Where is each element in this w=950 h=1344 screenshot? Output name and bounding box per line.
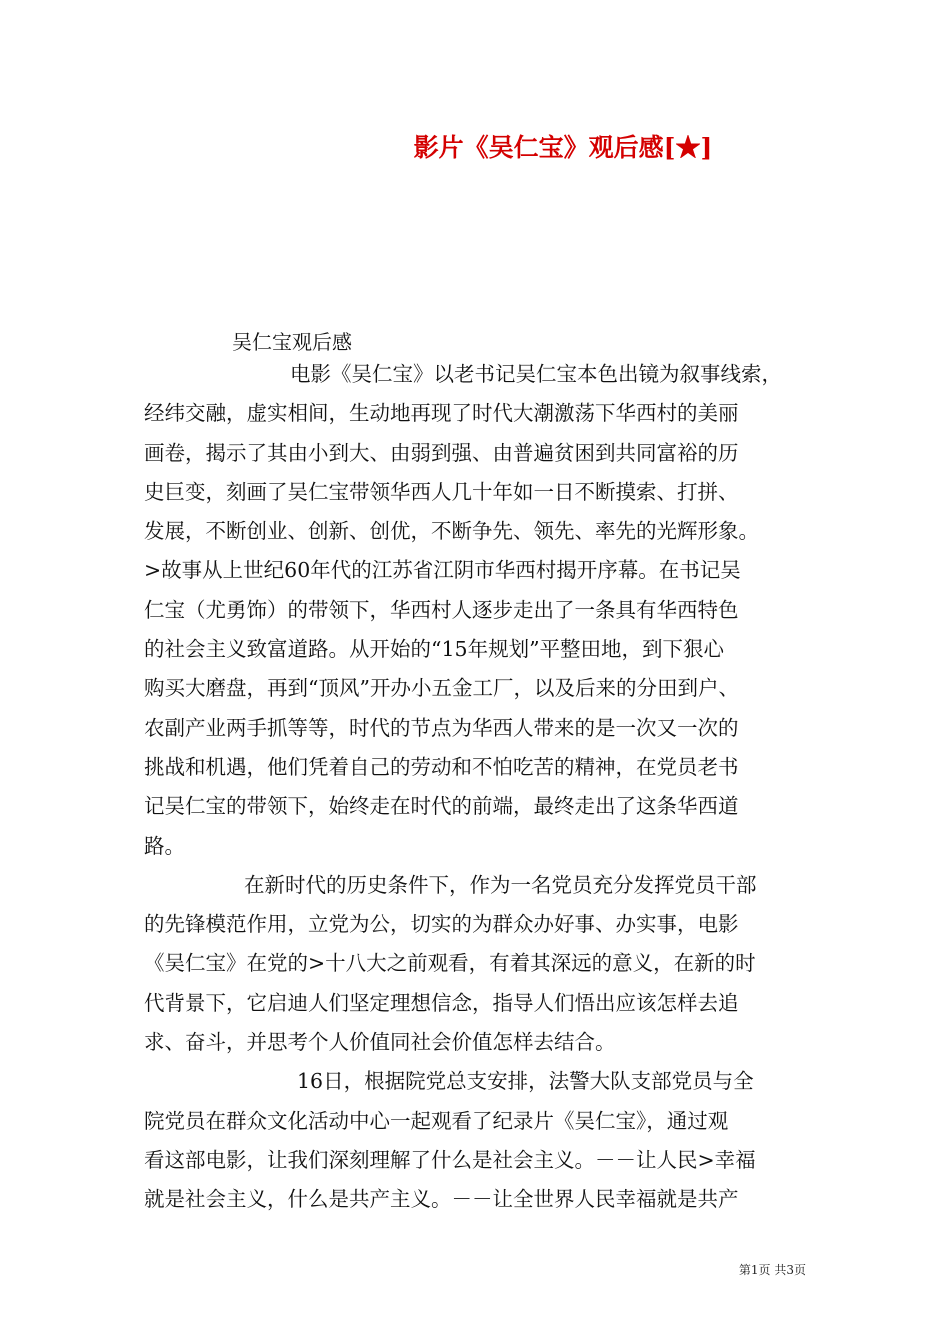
document-body	[144, 355, 834, 1220]
body-line: 画卷，揭示了其由小到大、由弱到强、由普遍贫困到共同富裕的历	[144, 440, 739, 465]
document-title: 影片《吴仁宝》观后感[★]	[413, 133, 713, 162]
body-line: 购买大磨盘，再到“顶风”开办小五金工厂，以及后来的分田到户、	[144, 676, 739, 701]
body-line: 看这部电影，让我们深刻理解了什么是社会主义。－－让人民>幸福	[144, 1147, 756, 1172]
body-line: 在新时代的历史条件下，作为一名党员充分发挥党员干部	[244, 872, 757, 897]
document-subtitle: 吴仁宝观后感	[232, 330, 352, 354]
body-line: 16日，根据院党总支安排，法警大队支部党员与全	[297, 1069, 754, 1094]
body-line: 农副产业两手抓等等，时代的节点为华西人带来的是一次又一次的	[144, 715, 739, 740]
body-line: 代背景下，它启迪人们坚定理想信念，指导人们悟出应该怎样去追	[144, 990, 739, 1015]
body-line: 《吴仁宝》在党的>十八大之前观看，有着其深远的意义，在新的时	[144, 951, 756, 976]
body-line: 路。	[144, 833, 185, 858]
body-line: 挑战和机遇，他们凭着自己的劳动和不怕吃苦的精神，在党员老书	[144, 754, 739, 779]
body-line: 就是社会主义，什么是共产主义。－－让全世界人民幸福就是共产	[144, 1187, 739, 1212]
body-line: 史巨变，刻画了吴仁宝带领华西人几十年如一日不断摸索、打拼、	[144, 479, 739, 504]
body-line: 院党员在群众文化活动中心一起观看了纪录片《吴仁宝》，通过观	[144, 1108, 729, 1133]
body-line: 求、奋斗，并思考个人价值同社会价值怎样去结合。	[144, 1030, 616, 1055]
body-line: 发展，不断创业、创新、创优，不断争先、领先、率先的光辉形象。	[144, 519, 759, 544]
body-line: 记吴仁宝的带领下，始终走在时代的前端，最终走出了这条华西道	[144, 794, 739, 819]
body-line: 电影《吴仁宝》以老书记吴仁宝本色出镜为叙事线索，	[290, 362, 782, 386]
body-line: 仁宝（尤勇饰）的带领下，华西村人逐步走出了一条具有华西特色	[144, 597, 739, 622]
body-line: 的先锋模范作用，立党为公，切实的为群众办好事、办实事，电影	[144, 912, 739, 937]
page-footer: 第1页 共3页	[738, 1263, 806, 1277]
body-line: 的社会主义致富道路。从开始的“15年规划”平整田地，到下狠心	[144, 637, 725, 662]
body-line: >故事从上世纪60年代的江苏省江阴市华西村揭开序幕。在书记吴	[144, 558, 741, 583]
body-line: 经纬交融，虚实相间，生动地再现了时代大潮激荡下华西村的美丽	[144, 401, 739, 426]
